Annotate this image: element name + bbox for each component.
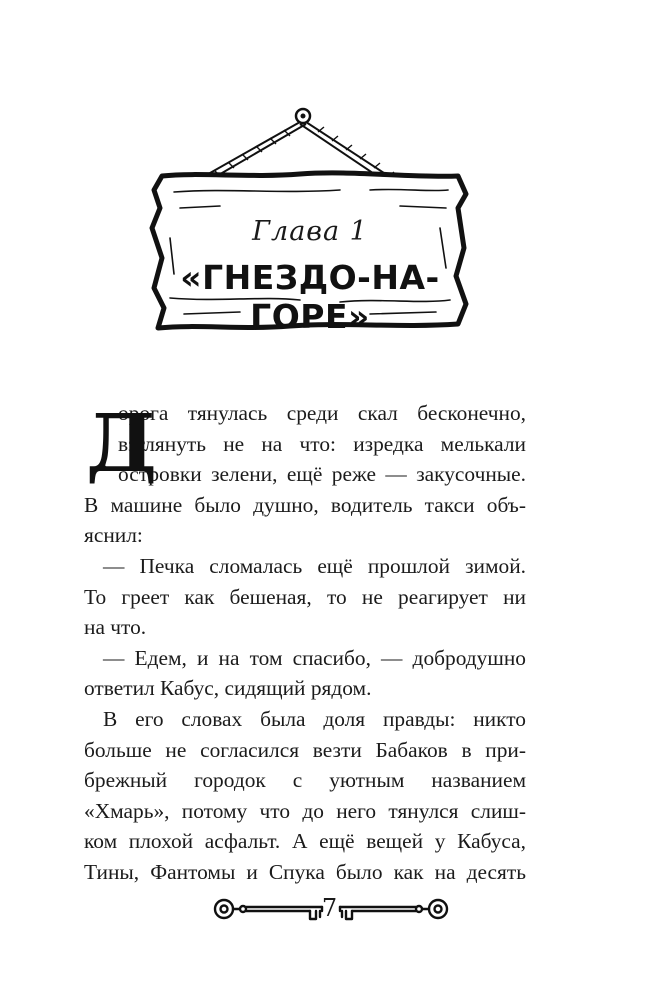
text-line: Тины, Фантомы и Спука было как на десять — [84, 859, 526, 884]
key-icon — [332, 892, 452, 928]
text-line: — Едем, и на том спасибо, — добродушно — [103, 645, 526, 670]
text-line: взглянуть не на что: изредка мелькали — [118, 431, 526, 456]
chapter-label: Глава 1 — [252, 216, 368, 247]
page-number: 7 — [321, 894, 338, 922]
body-text — [84, 398, 526, 888]
text-line: островки зелени, ещё реже — закусочные. — [118, 462, 526, 487]
drop-cap: Д — [86, 396, 158, 490]
text-line: — Печка сломалась ещё прошлой зимой. — [103, 553, 526, 578]
text-line: больше не согласился везти Бабаков в при- — [84, 737, 526, 762]
text-line: ком плохой асфальт. А ещё вещей у Кабуса, — [84, 829, 526, 854]
text-line: брежный городок с уютным названием — [84, 768, 526, 793]
text-line: В его словах была доля правды: никто — [103, 706, 526, 731]
text-line: «Хмарь», потому что до него тянулся слиш- — [84, 798, 526, 823]
text-line: ответил Кабус, сидящий рядом. — [84, 676, 372, 701]
text-line: на что. — [84, 615, 147, 640]
text-line: яснил: — [84, 523, 143, 548]
chapter-sign — [140, 98, 480, 348]
chapter-title: «ГНЕЗДО-НА-ГОРЕ» — [180, 258, 440, 336]
text-line: То греет как бешеная, то не реагирует ни — [84, 584, 526, 609]
text-line: орога тянулась среди скал бесконечно, — [118, 401, 526, 425]
text-line: В машине было душно, водитель такси объ- — [84, 492, 526, 517]
page-footer — [0, 886, 659, 936]
